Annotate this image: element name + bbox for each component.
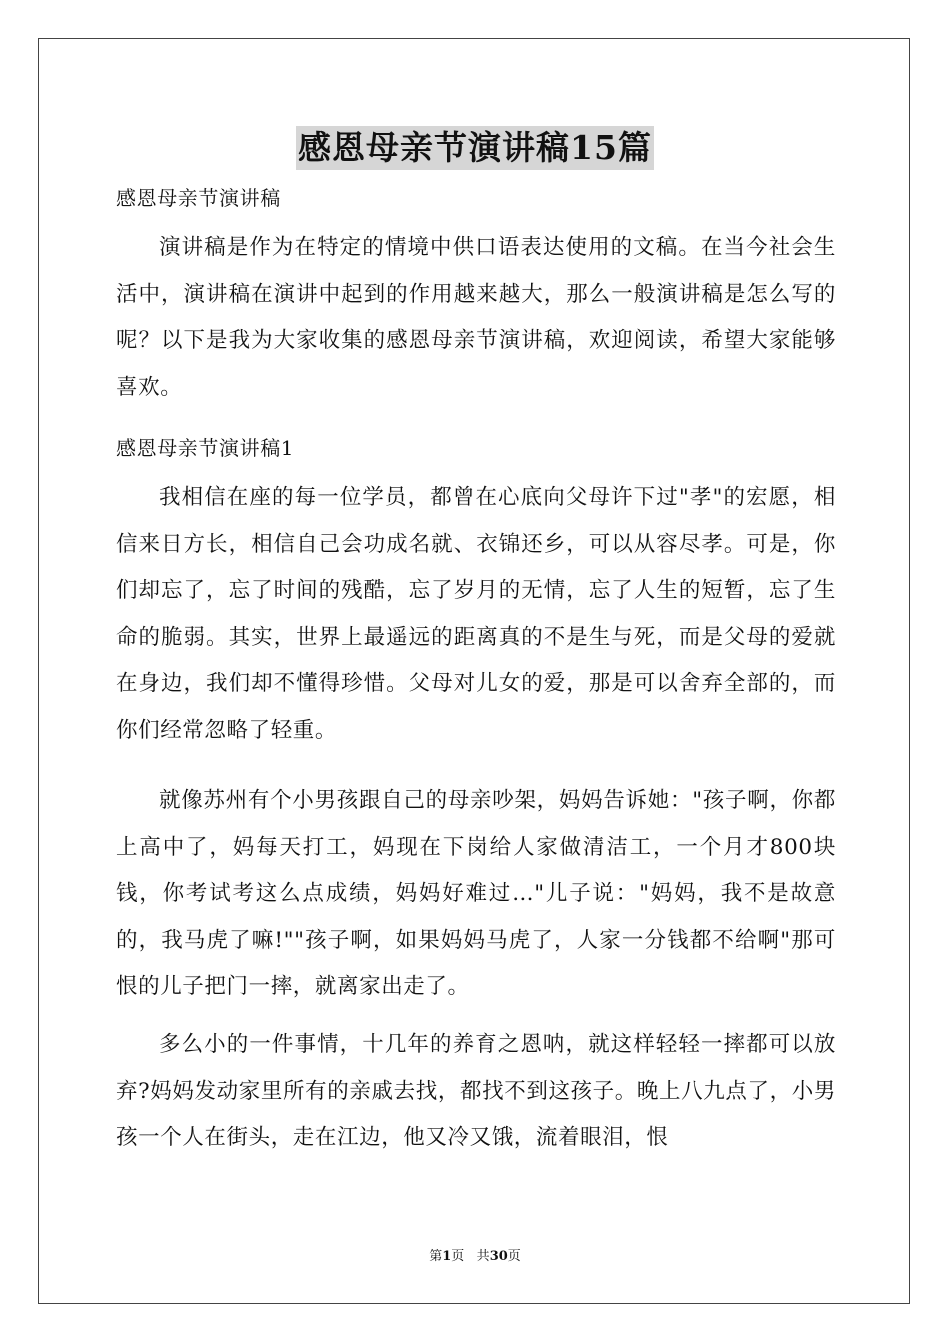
footer-page-suffix: 页 xyxy=(451,1249,465,1264)
section-heading-1: 感恩母亲节演讲稿1 xyxy=(116,436,295,460)
paragraph-2: 就像苏州有个小男孩跟自己的母亲吵架，妈妈告诉她："孩子啊，你都上高中了，妈每天打工，妈现在下岗给人家做清洁工，一个月才800块钱，你考试考这么点成绩，妈妈好难过…"儿子说："妈妈，我不是故意的，我马虎了嘛!""孩子啊，如果妈妈马虎了，人家一分钱都不给啊"那可恨的儿子把门一摔，就离家出走了。 xyxy=(116,788,836,999)
footer-total-suffix: 页 xyxy=(507,1249,521,1264)
footer-page-number: 1 xyxy=(442,1249,452,1264)
footer-prefix: 第 xyxy=(429,1249,443,1264)
footer-total-prefix: 共 xyxy=(476,1249,490,1264)
page-footer xyxy=(0,1248,950,1266)
document-title: 感恩母亲节演讲稿15篇 xyxy=(296,126,654,170)
intro-paragraph: 演讲稿是作为在特定的情境中供口语表达使用的文稿。在当今社会生活中，演讲稿在演讲中起到的作用越来越大，那么一般演讲稿是怎么写的呢？以下是我为大家收集的感恩母亲节演讲稿，欢迎阅读，希望大家能够喜欢。 xyxy=(116,235,836,400)
main-heading: 感恩母亲节演讲稿 xyxy=(116,186,281,210)
paragraph-1: 我相信在座的每一位学员，都曾在心底向父母许下过"孝"的宏愿，相信来日方长，相信自己会功成名就、衣锦还乡，可以从容尽孝。可是，你们却忘了，忘了时间的残酷，忘了岁月的无情，忘了人生的短暂，忘了生命的脆弱。其实，世界上最遥远的距离真的不是生与死，而是父母的爱就在身边，我们却不懂得珍惜。父母对儿女的爱，那是可以舍弃全部的，而你们经常忽略了轻重。 xyxy=(116,485,836,743)
footer-total-pages: 30 xyxy=(489,1249,508,1264)
paragraph-3: 多么小的一件事情，十几年的养育之恩呐，就这样轻轻一摔都可以放弃?妈妈发动家里所有的亲戚去找，都找不到这孩子。晚上八九点了，小男孩一个人在街头，走在江边，他又冷又饿，流着眼泪，恨 xyxy=(116,1032,836,1150)
title-container xyxy=(0,126,950,170)
